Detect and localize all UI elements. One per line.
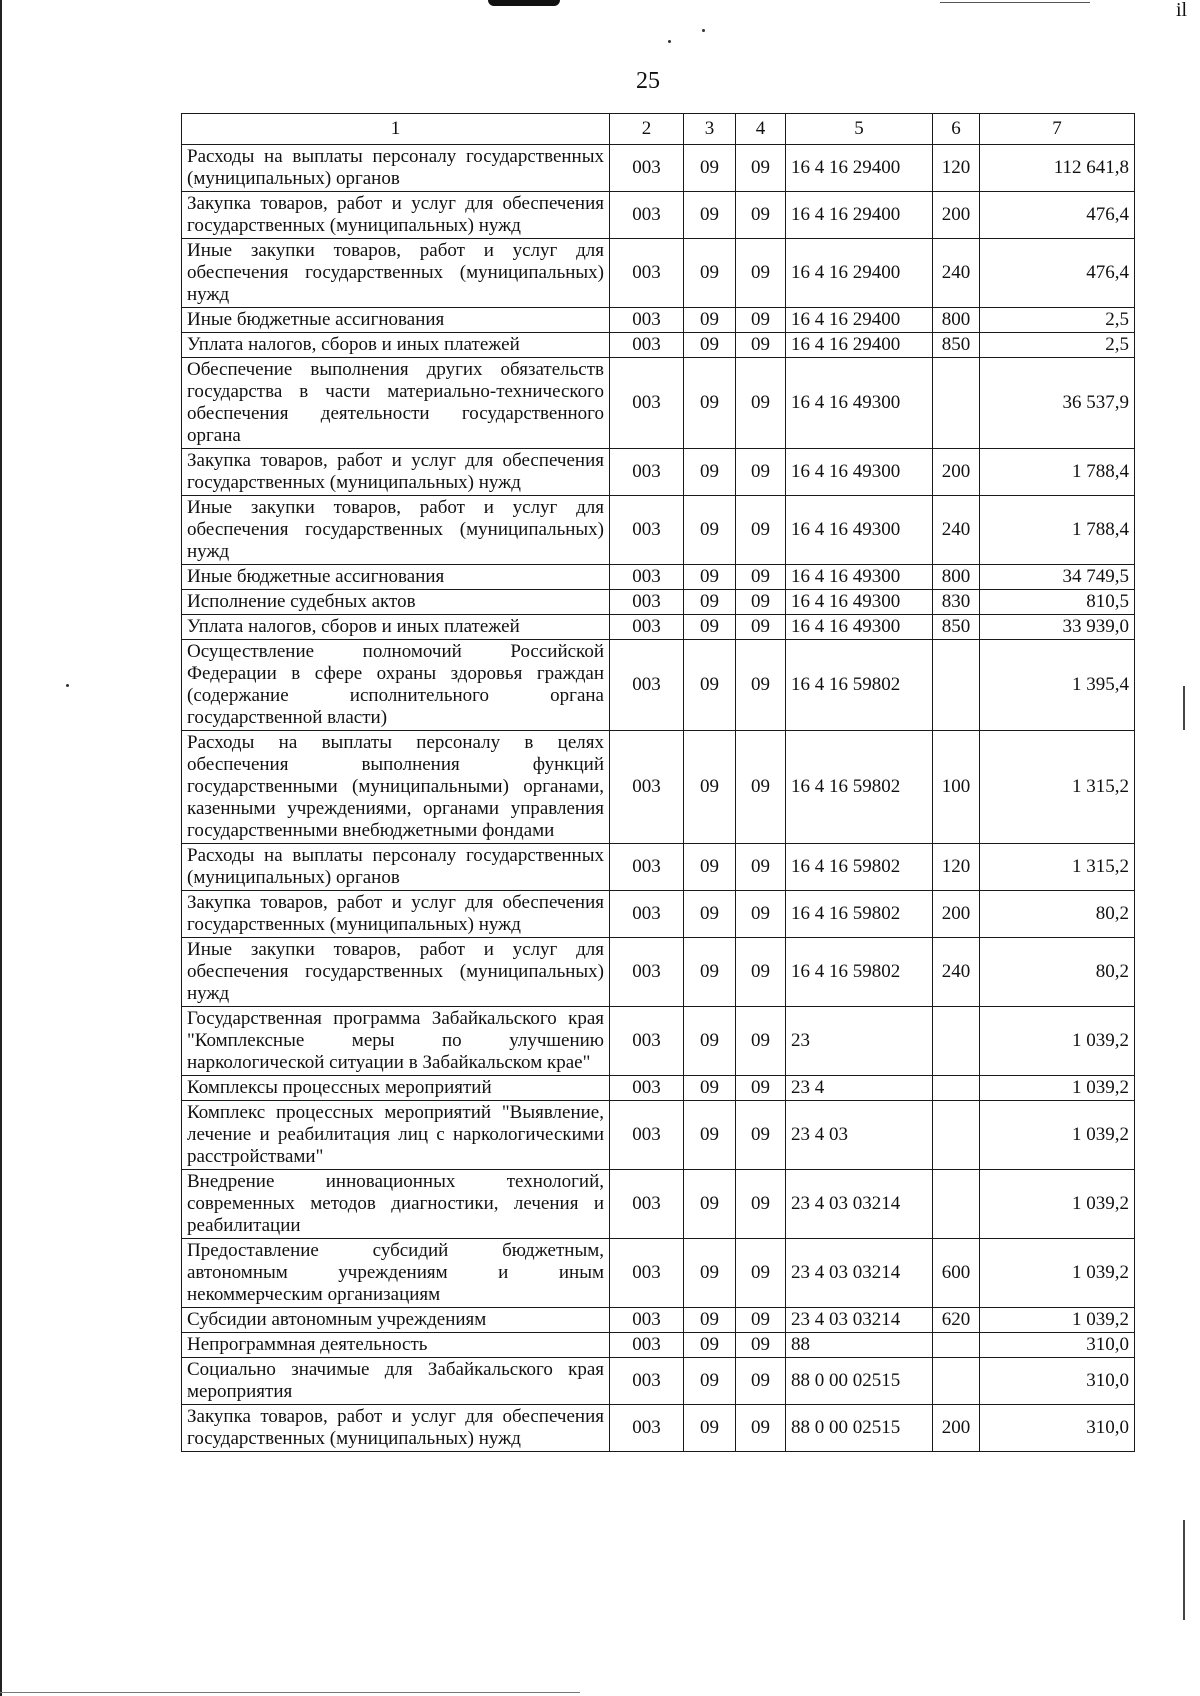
item-name: Субсидии автономным учреждениям — [182, 1308, 610, 1333]
section-code: 09 — [684, 1170, 736, 1239]
expense-type-code: 620 — [933, 1308, 980, 1333]
subsection-code: 09 — [736, 844, 786, 891]
section-code: 09 — [684, 590, 736, 615]
item-name: Непрограммная деятельность — [182, 1333, 610, 1358]
item-name: Государственная программа Забайкальского края "Комплексные меры по улучшению наркологической ситуации в Забайкальском крае" — [182, 1007, 610, 1076]
table-row — [182, 731, 1135, 844]
page-number: 25 — [636, 68, 660, 94]
admin-code: 003 — [610, 1076, 684, 1101]
column-header: 5 — [786, 114, 933, 145]
target-article-code: 88 — [786, 1333, 933, 1358]
expense-type-code — [933, 1358, 980, 1405]
subsection-code: 09 — [736, 891, 786, 938]
subsection-code: 09 — [736, 731, 786, 844]
amount: 2,5 — [980, 308, 1135, 333]
item-name: Закупка товаров, работ и услуг для обеспечения государственных (муниципальных) нужд — [182, 192, 610, 239]
admin-code: 003 — [610, 145, 684, 192]
amount: 112 641,8 — [980, 145, 1135, 192]
expense-type-code: 200 — [933, 192, 980, 239]
admin-code: 003 — [610, 1308, 684, 1333]
table-header-row — [182, 114, 1135, 145]
subsection-code: 09 — [736, 496, 786, 565]
target-article-code: 23 4 — [786, 1076, 933, 1101]
admin-code: 003 — [610, 844, 684, 891]
amount: 1 315,2 — [980, 844, 1135, 891]
expense-type-code: 850 — [933, 615, 980, 640]
scan-speck — [702, 29, 705, 32]
item-name: Закупка товаров, работ и услуг для обеспечения государственных (муниципальных) нужд — [182, 1405, 610, 1452]
section-code: 09 — [684, 844, 736, 891]
amount: 476,4 — [980, 192, 1135, 239]
expense-type-code — [933, 1007, 980, 1076]
table-row — [182, 590, 1135, 615]
column-header: 4 — [736, 114, 786, 145]
subsection-code: 09 — [736, 239, 786, 308]
amount: 36 537,9 — [980, 358, 1135, 449]
scan-line — [0, 1692, 580, 1693]
admin-code: 003 — [610, 192, 684, 239]
target-article-code: 16 4 16 49300 — [786, 565, 933, 590]
amount: 1 039,2 — [980, 1170, 1135, 1239]
item-name: Уплата налогов, сборов и иных платежей — [182, 615, 610, 640]
subsection-code: 09 — [736, 590, 786, 615]
expense-type-code: 850 — [933, 333, 980, 358]
item-name: Социально значимые для Забайкальского края мероприятия — [182, 1358, 610, 1405]
column-header: 7 — [980, 114, 1135, 145]
section-code: 09 — [684, 731, 736, 844]
target-article-code: 88 0 00 02515 — [786, 1358, 933, 1405]
section-code: 09 — [684, 565, 736, 590]
expense-type-code: 200 — [933, 1405, 980, 1452]
section-code: 09 — [684, 1405, 736, 1452]
amount: 1 039,2 — [980, 1101, 1135, 1170]
section-code: 09 — [684, 239, 736, 308]
section-code: 09 — [684, 938, 736, 1007]
subsection-code: 09 — [736, 333, 786, 358]
table-row — [182, 145, 1135, 192]
expense-type-code: 830 — [933, 590, 980, 615]
subsection-code: 09 — [736, 1076, 786, 1101]
admin-code: 003 — [610, 1239, 684, 1308]
admin-code: 003 — [610, 590, 684, 615]
subsection-code: 09 — [736, 308, 786, 333]
section-code: 09 — [684, 1358, 736, 1405]
expense-type-code — [933, 1333, 980, 1358]
table-row — [182, 1239, 1135, 1308]
amount: 80,2 — [980, 938, 1135, 1007]
item-name: Обеспечение выполнения других обязательств государства в части материально-технического обеспечения деятельности государственного органа — [182, 358, 610, 449]
section-code: 09 — [684, 1007, 736, 1076]
section-code: 09 — [684, 1101, 736, 1170]
amount: 1 039,2 — [980, 1076, 1135, 1101]
item-name: Комплексы процессных мероприятий — [182, 1076, 610, 1101]
scan-speck — [1183, 686, 1185, 730]
admin-code: 003 — [610, 333, 684, 358]
admin-code: 003 — [610, 1170, 684, 1239]
admin-code: 003 — [610, 1101, 684, 1170]
target-article-code: 16 4 16 49300 — [786, 590, 933, 615]
item-name: Иные бюджетные ассигнования — [182, 565, 610, 590]
column-header: 6 — [933, 114, 980, 145]
scan-speck — [1183, 1520, 1185, 1620]
table-row — [182, 1076, 1135, 1101]
amount: 80,2 — [980, 891, 1135, 938]
section-code: 09 — [684, 449, 736, 496]
section-code: 09 — [684, 308, 736, 333]
admin-code: 003 — [610, 1333, 684, 1358]
target-article-code: 16 4 16 59802 — [786, 640, 933, 731]
scan-speck — [66, 684, 69, 687]
table-row — [182, 1170, 1135, 1239]
table-row — [182, 1405, 1135, 1452]
subsection-code: 09 — [736, 1308, 786, 1333]
scan-line — [940, 2, 1090, 3]
target-article-code: 23 4 03 — [786, 1101, 933, 1170]
subsection-code: 09 — [736, 192, 786, 239]
table-row — [182, 1358, 1135, 1405]
amount: 310,0 — [980, 1405, 1135, 1452]
column-header: 2 — [610, 114, 684, 145]
subsection-code: 09 — [736, 1170, 786, 1239]
target-article-code: 16 4 16 29400 — [786, 239, 933, 308]
expense-type-code — [933, 1170, 980, 1239]
amount: 2,5 — [980, 333, 1135, 358]
expense-type-code: 120 — [933, 844, 980, 891]
section-code: 09 — [684, 145, 736, 192]
target-article-code: 16 4 16 59802 — [786, 891, 933, 938]
admin-code: 003 — [610, 565, 684, 590]
table-row — [182, 449, 1135, 496]
table-row — [182, 192, 1135, 239]
target-article-code: 16 4 16 29400 — [786, 192, 933, 239]
table-row — [182, 891, 1135, 938]
admin-code: 003 — [610, 308, 684, 333]
table-row — [182, 844, 1135, 891]
table-row — [182, 1333, 1135, 1358]
item-name: Внедрение инновационных технологий, современных методов диагностики, лечения и реабилитации — [182, 1170, 610, 1239]
target-article-code: 16 4 16 29400 — [786, 333, 933, 358]
subsection-code: 09 — [736, 1007, 786, 1076]
item-name: Исполнение судебных актов — [182, 590, 610, 615]
target-article-code: 16 4 16 49300 — [786, 615, 933, 640]
item-name: Иные закупки товаров, работ и услуг для обеспечения государственных (муниципальных) нужд — [182, 938, 610, 1007]
admin-code: 003 — [610, 1358, 684, 1405]
admin-code: 003 — [610, 449, 684, 496]
section-code: 09 — [684, 358, 736, 449]
table-row — [182, 333, 1135, 358]
admin-code: 003 — [610, 496, 684, 565]
column-header: 3 — [684, 114, 736, 145]
table-row — [182, 1308, 1135, 1333]
section-code: 09 — [684, 192, 736, 239]
section-code: 09 — [684, 1308, 736, 1333]
subsection-code: 09 — [736, 640, 786, 731]
target-article-code: 23 4 03 03214 — [786, 1308, 933, 1333]
subsection-code: 09 — [736, 1405, 786, 1452]
amount: 1 315,2 — [980, 731, 1135, 844]
subsection-code: 09 — [736, 1101, 786, 1170]
admin-code: 003 — [610, 1007, 684, 1076]
item-name: Иные закупки товаров, работ и услуг для обеспечения государственных (муниципальных) нужд — [182, 239, 610, 308]
item-name: Осуществление полномочий Российской Федерации в сфере охраны здоровья граждан (содержание исполнительного органа государственной власти) — [182, 640, 610, 731]
amount: 1 039,2 — [980, 1308, 1135, 1333]
admin-code: 003 — [610, 891, 684, 938]
expense-type-code: 200 — [933, 449, 980, 496]
amount: 1 039,2 — [980, 1239, 1135, 1308]
section-code: 09 — [684, 496, 736, 565]
table-row — [182, 308, 1135, 333]
amount: 1 039,2 — [980, 1007, 1135, 1076]
column-header: 1 — [182, 114, 610, 145]
admin-code: 003 — [610, 1405, 684, 1452]
item-name: Иные закупки товаров, работ и услуг для обеспечения государственных (муниципальных) нужд — [182, 496, 610, 565]
admin-code: 003 — [610, 640, 684, 731]
item-name: Уплата налогов, сборов и иных платежей — [182, 333, 610, 358]
section-code: 09 — [684, 333, 736, 358]
subsection-code: 09 — [736, 565, 786, 590]
table-row — [182, 358, 1135, 449]
subsection-code: 09 — [736, 1358, 786, 1405]
expense-type-code — [933, 640, 980, 731]
section-code: 09 — [684, 891, 736, 938]
admin-code: 003 — [610, 615, 684, 640]
target-article-code: 16 4 16 49300 — [786, 358, 933, 449]
expense-type-code: 240 — [933, 938, 980, 1007]
target-article-code: 23 — [786, 1007, 933, 1076]
expense-type-code — [933, 358, 980, 449]
subsection-code: 09 — [736, 1333, 786, 1358]
expense-type-code: 200 — [933, 891, 980, 938]
item-name: Расходы на выплаты персоналу государственных (муниципальных) органов — [182, 145, 610, 192]
amount: 33 939,0 — [980, 615, 1135, 640]
subsection-code: 09 — [736, 615, 786, 640]
section-code: 09 — [684, 615, 736, 640]
section-code: 09 — [684, 1239, 736, 1308]
amount: 476,4 — [980, 239, 1135, 308]
subsection-code: 09 — [736, 145, 786, 192]
scan-edge — [0, 0, 2, 1696]
scan-speck — [668, 40, 671, 43]
item-name: Комплекс процессных мероприятий "Выявление, лечение и реабилитация лиц с наркологическими расстройствами" — [182, 1101, 610, 1170]
amount: 310,0 — [980, 1358, 1135, 1405]
item-name: Расходы на выплаты персоналу государственных (муниципальных) органов — [182, 844, 610, 891]
expense-type-code: 800 — [933, 308, 980, 333]
subsection-code: 09 — [736, 449, 786, 496]
expense-type-code: 800 — [933, 565, 980, 590]
admin-code: 003 — [610, 358, 684, 449]
admin-code: 003 — [610, 938, 684, 1007]
table-row — [182, 1007, 1135, 1076]
expense-type-code: 600 — [933, 1239, 980, 1308]
subsection-code: 09 — [736, 938, 786, 1007]
target-article-code: 23 4 03 03214 — [786, 1170, 933, 1239]
table-row — [182, 615, 1135, 640]
scan-mark — [488, 0, 560, 6]
expense-type-code: 100 — [933, 731, 980, 844]
item-name: Закупка товаров, работ и услуг для обеспечения государственных (муниципальных) нужд — [182, 891, 610, 938]
table-row — [182, 565, 1135, 590]
admin-code: 003 — [610, 239, 684, 308]
budget-table — [181, 113, 1135, 1452]
item-name: Иные бюджетные ассигнования — [182, 308, 610, 333]
item-name: Предоставление субсидий бюджетным, автономным учреждениям и иным некоммерческим организациям — [182, 1239, 610, 1308]
expense-type-code: 240 — [933, 239, 980, 308]
item-name: Закупка товаров, работ и услуг для обеспечения государственных (муниципальных) нужд — [182, 449, 610, 496]
amount: 1 788,4 — [980, 496, 1135, 565]
target-article-code: 16 4 16 49300 — [786, 496, 933, 565]
table-row — [182, 938, 1135, 1007]
amount: 310,0 — [980, 1333, 1135, 1358]
table-row — [182, 1101, 1135, 1170]
amount: 1 788,4 — [980, 449, 1135, 496]
target-article-code: 16 4 16 59802 — [786, 844, 933, 891]
expense-type-code: 120 — [933, 145, 980, 192]
target-article-code: 16 4 16 29400 — [786, 145, 933, 192]
target-article-code: 16 4 16 29400 — [786, 308, 933, 333]
amount: 34 749,5 — [980, 565, 1135, 590]
table-row — [182, 496, 1135, 565]
expense-type-code — [933, 1076, 980, 1101]
expense-type-code — [933, 1101, 980, 1170]
amount: 810,5 — [980, 590, 1135, 615]
target-article-code: 16 4 16 59802 — [786, 731, 933, 844]
margin-mark: il — [1176, 0, 1188, 21]
amount: 1 395,4 — [980, 640, 1135, 731]
target-article-code: 88 0 00 02515 — [786, 1405, 933, 1452]
target-article-code: 16 4 16 49300 — [786, 449, 933, 496]
subsection-code: 09 — [736, 358, 786, 449]
table-row — [182, 239, 1135, 308]
expense-type-code: 240 — [933, 496, 980, 565]
target-article-code: 16 4 16 59802 — [786, 938, 933, 1007]
table-row — [182, 640, 1135, 731]
section-code: 09 — [684, 1333, 736, 1358]
subsection-code: 09 — [736, 1239, 786, 1308]
item-name: Расходы на выплаты персоналу в целях обеспечения выполнения функций государственными (муниципальными) органами, казенными учреждениями, органами управления государственными внебюджетными фондами — [182, 731, 610, 844]
section-code: 09 — [684, 640, 736, 731]
admin-code: 003 — [610, 731, 684, 844]
target-article-code: 23 4 03 03214 — [786, 1239, 933, 1308]
section-code: 09 — [684, 1076, 736, 1101]
